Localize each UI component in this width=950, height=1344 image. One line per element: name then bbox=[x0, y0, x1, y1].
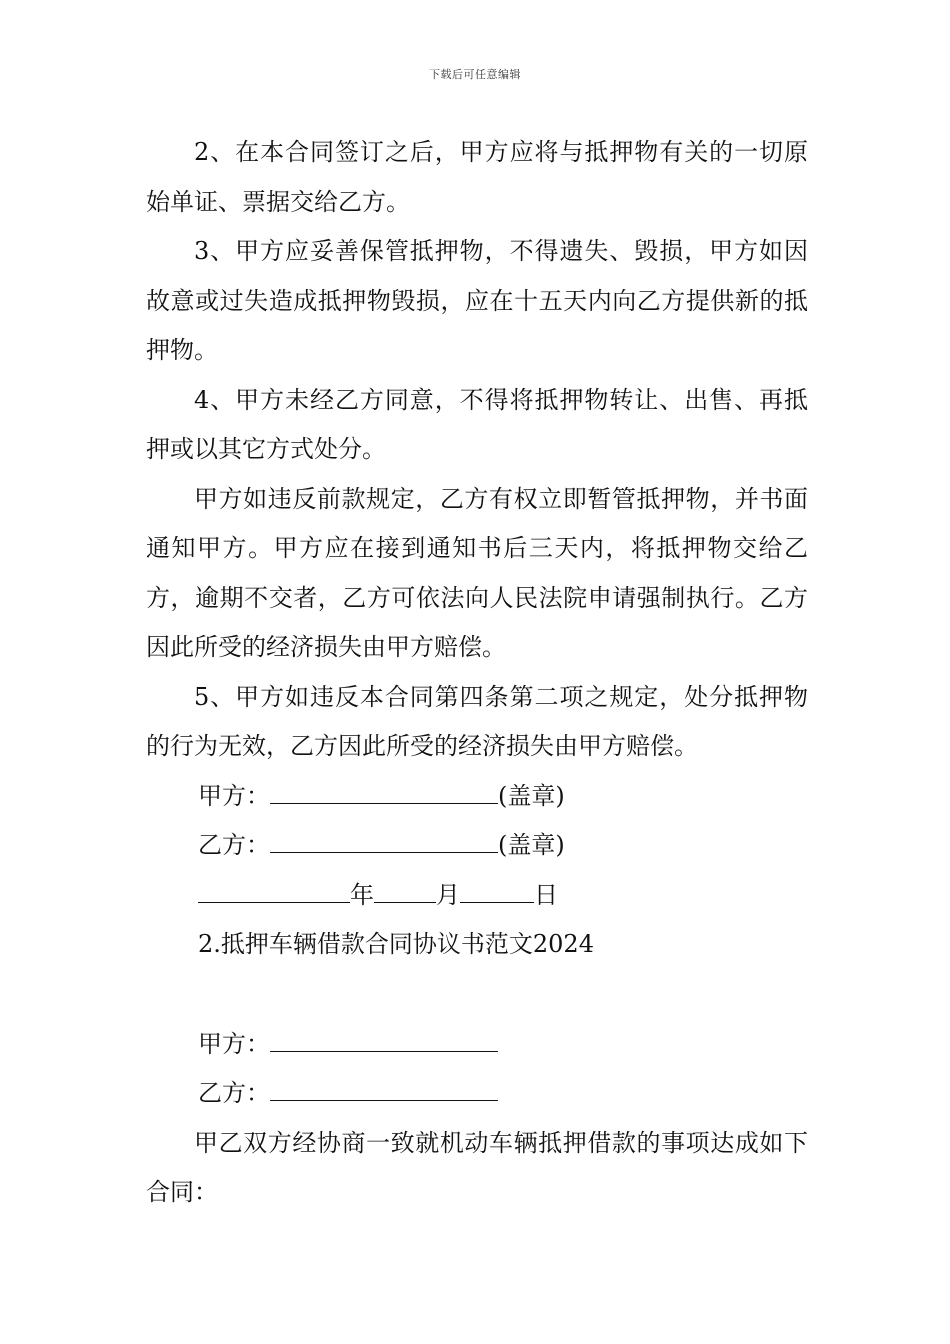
section-2-party-b-line bbox=[146, 1069, 808, 1119]
party-a-label: 甲方： bbox=[198, 781, 270, 810]
year-label: 年 bbox=[350, 880, 374, 909]
party-b-blank[interactable] bbox=[270, 826, 498, 853]
clause-4: 4、甲方未经乙方同意，不得将抵押物转让、出售、再抵押或以其它方式处分。 bbox=[146, 385, 808, 463]
section-2-party-a-line bbox=[146, 1020, 808, 1070]
month-blank[interactable] bbox=[374, 876, 436, 903]
clause-4-supplement: 甲方如违反前款规定，乙方有权立即暂管抵押物，并书面通知甲方。甲方应在接到通知书后三天内，将抵押物交给乙方，逾期不交者，乙方可依法向人民法院申请强制执行。乙方因此所受的经济损失由甲方赔偿。 bbox=[146, 484, 808, 661]
section-2-intro: 甲乙双方经协商一致就机动车辆抵押借款的事项达成如下合同： bbox=[146, 1128, 808, 1206]
section-2-title: 2.抵押车辆借款合同协议书范文2024 bbox=[198, 930, 594, 958]
clause-5: 5、甲方如违反本合同第四条第二项之规定，处分抵押物的行为无效，乙方因此所受的经济损失由甲方赔偿。 bbox=[146, 682, 808, 760]
party-a-signature-line bbox=[146, 772, 808, 822]
party-b-seal: (盖章) bbox=[498, 831, 565, 859]
section-2-party-a-blank[interactable] bbox=[270, 1025, 498, 1052]
spacer bbox=[146, 970, 808, 1020]
clause-3: 3、甲方应妥善保管抵押物，不得遗失、毁损，甲方如因故意或过失造成抵押物毁损，应在十五天内向乙方提供新的抵押物。 bbox=[146, 237, 808, 364]
party-a-blank[interactable] bbox=[270, 777, 498, 804]
section-2-party-b-label: 乙方： bbox=[198, 1079, 270, 1107]
header-note: 下载后可任意编辑 bbox=[429, 68, 521, 81]
clause-2: 2、在本合同签订之后，甲方应将与抵押物有关的一切原始单证、票据交给乙方。 bbox=[146, 138, 808, 216]
date-line bbox=[146, 871, 808, 921]
party-a-seal: (盖章) bbox=[498, 781, 565, 810]
day-label: 日 bbox=[534, 880, 558, 909]
section-2-party-a-label: 甲方： bbox=[198, 1029, 270, 1058]
party-b-label: 乙方： bbox=[198, 831, 270, 859]
party-b-signature-line bbox=[146, 821, 808, 871]
document-body bbox=[146, 128, 808, 1218]
month-label: 月 bbox=[436, 880, 460, 909]
day-blank[interactable] bbox=[460, 876, 534, 903]
section-2-party-b-blank[interactable] bbox=[270, 1074, 498, 1101]
year-blank[interactable] bbox=[198, 876, 350, 903]
